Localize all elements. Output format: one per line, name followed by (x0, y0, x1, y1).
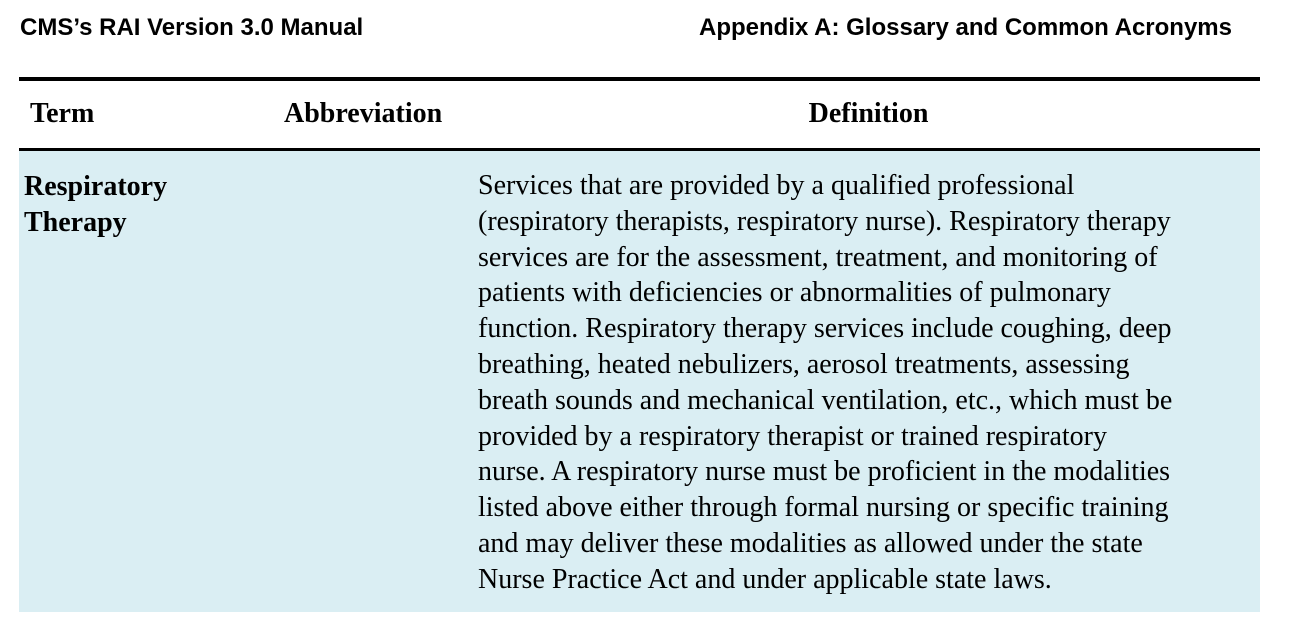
definition-line: Services that are provided by a qualified professional (478, 170, 1075, 201)
definition-line: Nurse Practice Act and under applicable state laws. (478, 563, 1052, 595)
page-header (20, 10, 1260, 46)
manual-title: CMS’s RAI Version 3.0 Manual (20, 14, 364, 41)
header-rule (19, 77, 1260, 81)
term-line: Therapy (24, 207, 127, 238)
appendix-title: Appendix A: Glossary and Common Acronyms (699, 14, 1232, 41)
definition-line: listed above either through formal nursing or specific training (478, 492, 1169, 524)
definition-line: (respiratory therapists, respiratory nurse). Respiratory therapy (478, 205, 1171, 237)
table-column-headers (19, 98, 1260, 138)
definition-line: services are for the assessment, treatment, and monitoring of (478, 241, 1158, 273)
definition-line: and may deliver these modalities as allowed under the state (478, 527, 1143, 559)
definition-line: function. Respiratory therapy services include coughing, deep (478, 313, 1172, 345)
definition-line: provided by a respiratory therapist or trained respiratory (478, 420, 1108, 452)
definition-line: nurse. A respiratory nurse must be proficient in the modalities (478, 456, 1171, 488)
column-header-abbreviation: Abbreviation (284, 98, 443, 129)
table-row (19, 151, 1260, 612)
column-header-term: Term (30, 98, 95, 129)
definition-line: breath sounds and mechanical ventilation, etc., which must be (478, 384, 1173, 416)
term-line: Respiratory (24, 171, 168, 202)
definition-line: patients with deficiencies or abnormalities of pulmonary (478, 277, 1111, 309)
term-cell (24, 169, 264, 241)
definition-cell (478, 168, 1258, 598)
column-header-definition: Definition (808, 98, 929, 129)
definition-line: breathing, heated nebulizers, aerosol treatments, assessing (478, 348, 1130, 380)
